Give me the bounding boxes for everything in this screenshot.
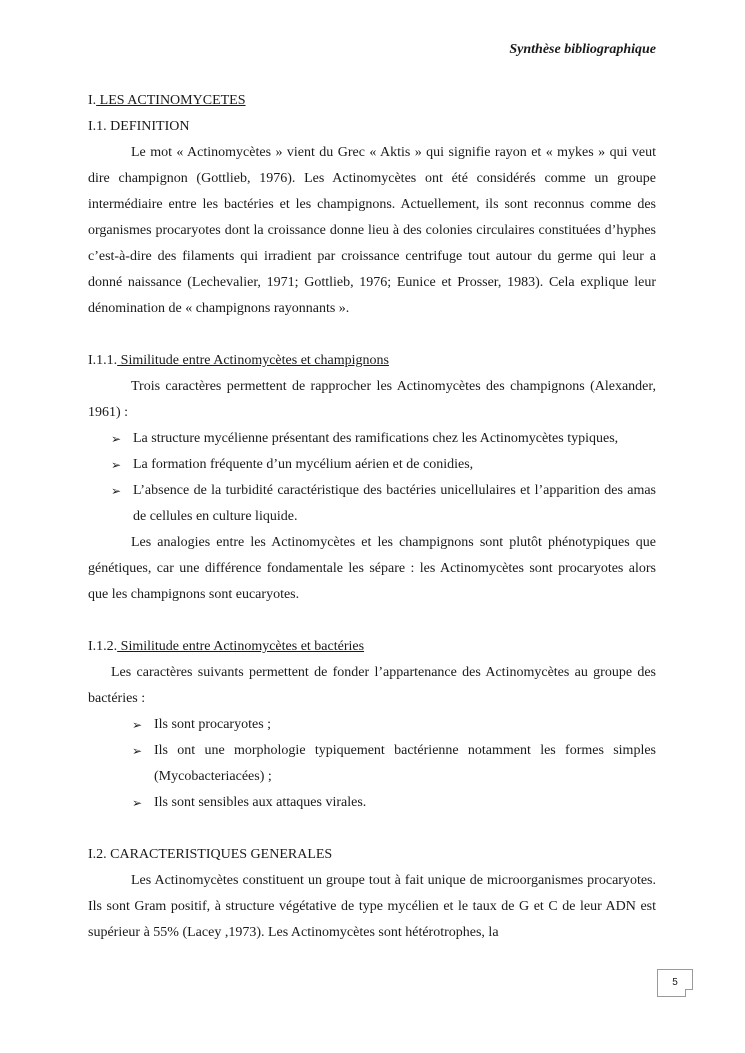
list-item: ➢ L’absence de la turbidité caractéristique des bactéries unicellulaires et l’apparition des amas de cellules en culture liquide. — [88, 478, 656, 530]
definition-paragraph: Le mot « Actinomycètes » vient du Grec « Aktis » qui signifie rayon et « mykes » qui veut dire champignon (Gottlieb, 1976). Les Actinomycètes ont été considérés comme un groupe intermédiaire entre les bactéries et les champignons. Actuellement, ils sont reconnus comme des organismes procaryotes dont la croissance donne lieu à des colonies circulaires constituées d’hyphes c’est-à-dire des filaments qui irradient par croissance centrifuge tout autour du germe qui leur a donné naissance (Lechevalier, 1971; Gottlieb, 1976; Eunice et Prosser, 1983). Cela explique leur dénomination de « champignons rayonnants ». — [88, 145, 656, 316]
bacteries-bullet-list — [88, 712, 656, 816]
champignons-bullet-list — [88, 426, 656, 530]
section-number: I. — [88, 93, 97, 108]
arrow-bullet-icon: ➢ — [111, 458, 122, 472]
subsection-heading-champignons — [88, 348, 656, 374]
list-item: ➢ La structure mycélienne présentant des ramifications chez les Actinomycètes typiques, — [88, 426, 656, 452]
page-number: 5 — [657, 969, 693, 997]
list-item: ➢ Ils ont une morphologie typiquement bactérienne notamment les formes simples (Mycobacteriacées) ; — [88, 738, 656, 790]
list-item: ➢ Ils sont sensibles aux attaques virales. — [88, 790, 656, 816]
section-title: LES ACTINOMYCETES — [96, 93, 246, 108]
subsection-title: Similitude entre Actinomycètes et bactéries — [117, 639, 365, 654]
arrow-bullet-icon: ➢ — [132, 744, 143, 758]
document-body — [88, 88, 656, 946]
arrow-bullet-icon: ➢ — [132, 718, 143, 732]
champignons-intro: Trois caractères permettent de rapprocher les Actinomycètes des champignons (Alexander, 1961) : — [88, 379, 656, 420]
champignons-paragraph: Les analogies entre les Actinomycètes et les champignons sont plutôt phénotypiques que génétiques, car une différence fondamentale les sépare : les Actinomycètes sont procaryotes alors que les champignons sont eucaryotes. — [88, 535, 656, 602]
subsection-title: Similitude entre Actinomycètes et champignons — [117, 353, 389, 368]
bacteries-intro: Les caractères suivants permettent de fonder l’appartenance des Actinomycètes au groupe des bactéries : — [88, 665, 656, 706]
list-item: ➢ La formation fréquente d’un mycélium aérien et de conidies, — [88, 452, 656, 478]
subsection-heading-bacteries — [88, 634, 656, 660]
list-item: ➢ Ils sont procaryotes ; — [88, 712, 656, 738]
arrow-bullet-icon: ➢ — [111, 432, 122, 446]
caracteristiques-paragraph: Les Actinomycètes constituent un groupe tout à fait unique de microorganismes procaryotes. Ils sont Gram positif, à structure végétative de type mycélien et le taux de G et C de leur ADN est supérieur à 55% (Lacey ,1973). Les Actinomycètes sont hétérotrophes, la — [88, 873, 656, 940]
arrow-bullet-icon: ➢ — [111, 484, 122, 498]
definition-heading: I.1. DEFINITION — [88, 119, 190, 134]
subsection-number: I.1.2. — [88, 639, 118, 654]
subsection-number: I.1.1. — [88, 353, 118, 368]
caracteristiques-heading: I.2. CARACTERISTIQUES GENERALES — [88, 847, 333, 862]
section-heading — [88, 88, 656, 114]
arrow-bullet-icon: ➢ — [132, 796, 143, 810]
running-header: Synthèse bibliographique — [509, 42, 656, 57]
